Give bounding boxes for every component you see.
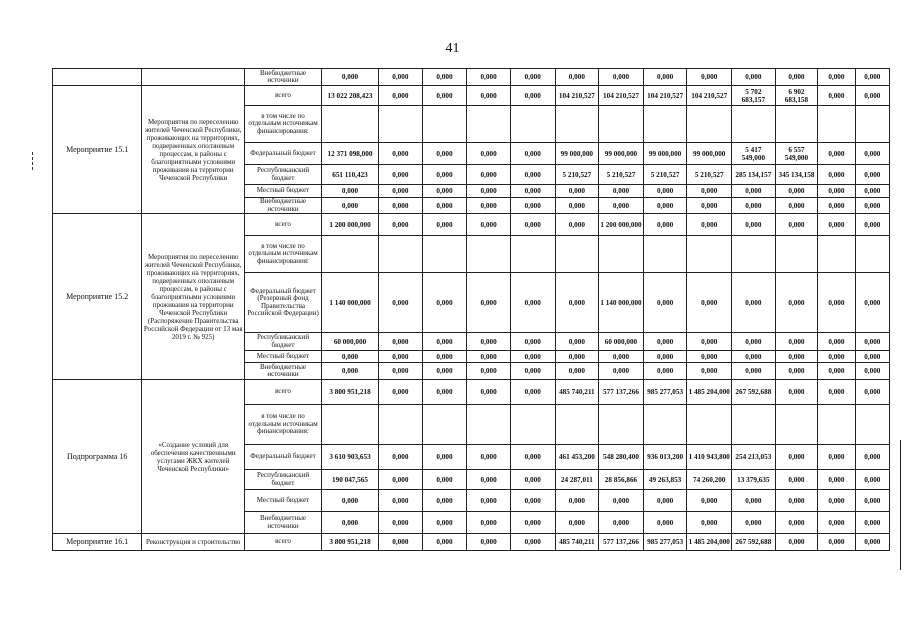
empty-cell	[422, 106, 467, 143]
empty-cell	[818, 236, 855, 273]
value-cell: 0,000	[775, 198, 818, 214]
value-cell: 0,000	[732, 198, 776, 214]
value-cell: 49 263,853	[643, 470, 687, 490]
value-cell: 0,000	[855, 69, 889, 86]
value-cell: 0,000	[422, 333, 467, 351]
value-cell: 0,000	[510, 165, 555, 185]
source-label: Местный бюджет	[245, 185, 322, 198]
event-description: «Создание условий для обеспечения качественными услугами ЖКХ жителей Чеченской Республики»	[142, 380, 245, 534]
empty-cell	[687, 405, 732, 445]
value-cell: 0,000	[599, 512, 644, 534]
value-cell: 0,000	[775, 363, 818, 380]
value-cell: 0,000	[555, 69, 599, 86]
value-cell: 0,000	[643, 512, 687, 534]
value-cell: 0,000	[775, 380, 818, 405]
value-cell: 0,000	[687, 185, 732, 198]
value-cell: 13 379,635	[732, 470, 776, 490]
value-cell: 5 702 683,157	[732, 86, 776, 106]
source-label: Местный бюджет	[245, 490, 322, 512]
value-cell: 0,000	[555, 512, 599, 534]
value-cell: 0,000	[818, 534, 855, 551]
value-cell: 0,000	[818, 273, 855, 333]
empty-cell	[775, 106, 818, 143]
value-cell: 0,000	[422, 198, 467, 214]
value-cell: 0,000	[818, 363, 855, 380]
value-cell: 0,000	[510, 490, 555, 512]
empty-cell	[855, 106, 889, 143]
financing-table	[52, 68, 890, 551]
value-cell: 0,000	[467, 214, 511, 236]
empty-cell	[732, 106, 776, 143]
value-cell: 1 200 000,000	[321, 214, 378, 236]
value-cell: 0,000	[855, 470, 889, 490]
value-cell: 0,000	[599, 198, 644, 214]
value-cell: 0,000	[818, 185, 855, 198]
value-cell: 0,000	[379, 534, 423, 551]
value-cell: 0,000	[643, 198, 687, 214]
source-label: Республиканский бюджет	[245, 470, 322, 490]
value-cell: 0,000	[643, 273, 687, 333]
value-cell: 0,000	[855, 273, 889, 333]
value-cell: 99 000,000	[687, 143, 732, 165]
value-cell: 0,000	[422, 273, 467, 333]
value-cell: 0,000	[555, 351, 599, 363]
value-cell: 345 134,158	[775, 165, 818, 185]
value-cell: 5 417 549,000	[732, 143, 776, 165]
value-cell: 99 000,000	[555, 143, 599, 165]
empty-cell	[53, 69, 142, 86]
value-cell: 0,000	[818, 143, 855, 165]
value-cell: 0,000	[818, 69, 855, 86]
value-cell: 0,000	[555, 273, 599, 333]
value-cell: 5 210,527	[643, 165, 687, 185]
empty-cell	[422, 236, 467, 273]
value-cell: 0,000	[775, 185, 818, 198]
value-cell: 0,000	[321, 69, 378, 86]
value-cell: 0,000	[379, 214, 423, 236]
source-label: всего	[245, 534, 322, 551]
value-cell: 0,000	[422, 380, 467, 405]
source-label: Республиканский бюджет	[245, 333, 322, 351]
value-cell: 285 134,157	[732, 165, 776, 185]
value-cell: 0,000	[467, 351, 511, 363]
value-cell: 0,000	[855, 185, 889, 198]
value-cell: 0,000	[422, 165, 467, 185]
empty-cell	[510, 106, 555, 143]
value-cell: 0,000	[855, 363, 889, 380]
value-cell: 0,000	[379, 363, 423, 380]
empty-cell	[687, 106, 732, 143]
value-cell: 0,000	[732, 333, 776, 351]
value-cell: 3 800 951,218	[321, 534, 378, 551]
value-cell: 0,000	[732, 351, 776, 363]
value-cell: 0,000	[687, 273, 732, 333]
table-row	[53, 380, 890, 405]
value-cell: 0,000	[379, 143, 423, 165]
value-cell: 0,000	[855, 445, 889, 470]
source-label: Федеральный бюджет	[245, 445, 322, 470]
source-label: всего	[245, 86, 322, 106]
margin-rule	[900, 440, 901, 570]
empty-cell	[379, 405, 423, 445]
value-cell: 0,000	[510, 273, 555, 333]
source-label: в том числе по отдельным источникам финансирования:	[245, 236, 322, 273]
value-cell: 1 485 204,000	[687, 380, 732, 405]
value-cell: 104 210,527	[555, 86, 599, 106]
value-cell: 0,000	[855, 534, 889, 551]
empty-cell	[643, 106, 687, 143]
empty-cell	[855, 236, 889, 273]
value-cell: 485 740,211	[555, 380, 599, 405]
value-cell: 0,000	[321, 351, 378, 363]
value-cell: 0,000	[818, 445, 855, 470]
value-cell: 0,000	[422, 69, 467, 86]
value-cell: 0,000	[379, 185, 423, 198]
source-label: в том числе по отдельным источникам финансирования:	[245, 405, 322, 445]
empty-cell	[321, 405, 378, 445]
value-cell: 548 280,400	[599, 445, 644, 470]
event-description: Мероприятия по переселению жителей Чеченской Республики, проживающих на территориях, подверженных оползневым процессам, в районы с благоприятными условиями проживания на территории Чеченской Республики (Распоряжение Правительства Российской Федерации от 13 мая 2019 г. № 925)	[142, 214, 245, 380]
empty-cell	[775, 405, 818, 445]
value-cell: 0,000	[775, 490, 818, 512]
value-cell: 0,000	[510, 333, 555, 351]
value-cell: 0,000	[422, 470, 467, 490]
value-cell: 0,000	[422, 363, 467, 380]
value-cell: 0,000	[818, 490, 855, 512]
empty-cell	[555, 236, 599, 273]
value-cell: 0,000	[510, 351, 555, 363]
value-cell: 24 287,011	[555, 470, 599, 490]
value-cell: 0,000	[510, 512, 555, 534]
value-cell: 60 000,000	[599, 333, 644, 351]
source-label: в том числе по отдельным источникам финансирования:	[245, 106, 322, 143]
value-cell: 0,000	[599, 490, 644, 512]
value-cell: 5 210,527	[555, 165, 599, 185]
value-cell: 485 740,211	[555, 534, 599, 551]
empty-cell	[467, 405, 511, 445]
value-cell: 0,000	[818, 86, 855, 106]
value-cell: 0,000	[643, 333, 687, 351]
value-cell: 0,000	[855, 198, 889, 214]
value-cell: 0,000	[855, 333, 889, 351]
value-cell: 0,000	[555, 363, 599, 380]
value-cell: 0,000	[422, 351, 467, 363]
value-cell: 0,000	[379, 445, 423, 470]
value-cell: 13 022 208,423	[321, 86, 378, 106]
value-cell: 28 856,866	[599, 470, 644, 490]
value-cell: 0,000	[599, 69, 644, 86]
value-cell: 0,000	[467, 512, 511, 534]
value-cell: 190 047,565	[321, 470, 378, 490]
empty-cell	[510, 405, 555, 445]
value-cell: 0,000	[467, 69, 511, 86]
empty-cell	[818, 106, 855, 143]
value-cell: 0,000	[732, 273, 776, 333]
value-cell: 104 210,527	[643, 86, 687, 106]
value-cell: 0,000	[732, 185, 776, 198]
value-cell: 1 410 943,800	[687, 445, 732, 470]
value-cell: 6 557 549,000	[775, 143, 818, 165]
value-cell: 0,000	[467, 490, 511, 512]
value-cell: 254 213,053	[732, 445, 776, 470]
value-cell: 0,000	[855, 512, 889, 534]
empty-cell	[732, 236, 776, 273]
value-cell: 0,000	[818, 512, 855, 534]
value-cell: 0,000	[555, 185, 599, 198]
value-cell: 0,000	[321, 512, 378, 534]
value-cell: 0,000	[732, 512, 776, 534]
value-cell: 0,000	[643, 363, 687, 380]
value-cell: 0,000	[818, 198, 855, 214]
value-cell: 0,000	[510, 143, 555, 165]
value-cell: 0,000	[321, 490, 378, 512]
value-cell: 0,000	[467, 86, 511, 106]
value-cell: 99 000,000	[643, 143, 687, 165]
empty-cell	[599, 106, 644, 143]
value-cell: 0,000	[775, 512, 818, 534]
empty-cell	[855, 405, 889, 445]
table-row	[53, 214, 890, 236]
value-cell: 0,000	[855, 214, 889, 236]
page-number: 41	[445, 41, 460, 56]
value-cell: 0,000	[379, 351, 423, 363]
table-row	[53, 534, 890, 551]
value-cell: 0,000	[732, 214, 776, 236]
value-cell: 1 485 204,000	[687, 534, 732, 551]
value-cell: 0,000	[643, 214, 687, 236]
value-cell: 0,000	[818, 351, 855, 363]
value-cell: 0,000	[379, 273, 423, 333]
value-cell: 0,000	[467, 363, 511, 380]
value-cell: 985 277,053	[643, 380, 687, 405]
empty-cell	[687, 236, 732, 273]
value-cell: 0,000	[422, 86, 467, 106]
value-cell: 0,000	[422, 143, 467, 165]
event-label: Мероприятие 15.2	[53, 214, 142, 380]
value-cell: 0,000	[510, 198, 555, 214]
value-cell: 0,000	[379, 470, 423, 490]
value-cell: 0,000	[818, 214, 855, 236]
value-cell: 651 110,423	[321, 165, 378, 185]
value-cell: 6 902 683,158	[775, 86, 818, 106]
value-cell: 74 260,200	[687, 470, 732, 490]
table-row	[53, 86, 890, 106]
value-cell: 0,000	[379, 380, 423, 405]
source-label: Внебюджетные источники	[245, 363, 322, 380]
value-cell: 0,000	[321, 185, 378, 198]
value-cell: 0,000	[775, 214, 818, 236]
value-cell: 0,000	[422, 445, 467, 470]
value-cell: 0,000	[855, 351, 889, 363]
source-label: Внебюджетные источники	[245, 69, 322, 86]
value-cell: 0,000	[599, 185, 644, 198]
value-cell: 0,000	[379, 86, 423, 106]
event-label: Подпрограмма 16	[53, 380, 142, 534]
value-cell: 0,000	[467, 273, 511, 333]
value-cell: 461 453,200	[555, 445, 599, 470]
value-cell: 0,000	[379, 165, 423, 185]
value-cell: 577 137,266	[599, 534, 644, 551]
value-cell: 0,000	[643, 185, 687, 198]
value-cell: 5 210,527	[687, 165, 732, 185]
value-cell: 0,000	[422, 490, 467, 512]
event-description: Мероприятия по переселению жителей Чеченской Республики, проживающих на территориях, подверженных оползневым процессам, в районы с благоприятными условиями проживания на территории Чеченской Республики	[142, 86, 245, 214]
value-cell: 0,000	[818, 380, 855, 405]
value-cell: 936 013,200	[643, 445, 687, 470]
value-cell: 0,000	[687, 69, 732, 86]
value-cell: 0,000	[510, 534, 555, 551]
value-cell: 0,000	[510, 86, 555, 106]
value-cell: 0,000	[510, 185, 555, 198]
value-cell: 0,000	[732, 490, 776, 512]
value-cell: 1 200 000,000	[599, 214, 644, 236]
value-cell: 0,000	[379, 490, 423, 512]
value-cell: 0,000	[555, 214, 599, 236]
value-cell: 104 210,527	[599, 86, 644, 106]
value-cell: 5 210,527	[599, 165, 644, 185]
value-cell: 0,000	[321, 363, 378, 380]
value-cell: 3 610 903,653	[321, 445, 378, 470]
value-cell: 0,000	[732, 69, 776, 86]
empty-cell	[732, 405, 776, 445]
source-label: Внебюджетные источники	[245, 512, 322, 534]
value-cell: 0,000	[855, 143, 889, 165]
event-label: Мероприятие 15.1	[53, 86, 142, 214]
empty-cell	[467, 106, 511, 143]
value-cell: 0,000	[775, 351, 818, 363]
value-cell: 1 140 000,000	[321, 273, 378, 333]
value-cell: 0,000	[467, 333, 511, 351]
empty-cell	[510, 236, 555, 273]
empty-cell	[321, 106, 378, 143]
empty-cell	[142, 69, 245, 86]
empty-cell	[643, 405, 687, 445]
source-label: Федеральный бюджет	[245, 143, 322, 165]
value-cell: 0,000	[555, 198, 599, 214]
value-cell: 0,000	[599, 363, 644, 380]
value-cell: 0,000	[599, 351, 644, 363]
empty-cell	[555, 405, 599, 445]
value-cell: 0,000	[379, 198, 423, 214]
value-cell: 0,000	[687, 351, 732, 363]
value-cell: 3 800 951,218	[321, 380, 378, 405]
value-cell: 60 000,000	[321, 333, 378, 351]
empty-cell	[599, 405, 644, 445]
value-cell: 0,000	[467, 165, 511, 185]
value-cell: 0,000	[467, 534, 511, 551]
value-cell: 99 000,000	[599, 143, 644, 165]
value-cell: 0,000	[643, 351, 687, 363]
value-cell: 0,000	[422, 214, 467, 236]
value-cell: 0,000	[775, 69, 818, 86]
value-cell: 0,000	[321, 198, 378, 214]
value-cell: 0,000	[510, 470, 555, 490]
value-cell: 0,000	[467, 380, 511, 405]
value-cell: 0,000	[818, 165, 855, 185]
value-cell: 0,000	[687, 490, 732, 512]
value-cell: 0,000	[467, 470, 511, 490]
value-cell: 0,000	[775, 445, 818, 470]
value-cell: 12 371 098,000	[321, 143, 378, 165]
value-cell: 0,000	[510, 214, 555, 236]
source-label: Республиканский бюджет	[245, 165, 322, 185]
source-label: Внебюджетные источники	[245, 198, 322, 214]
value-cell: 0,000	[687, 333, 732, 351]
empty-cell	[422, 405, 467, 445]
empty-cell	[467, 236, 511, 273]
empty-cell	[818, 405, 855, 445]
value-cell: 0,000	[855, 86, 889, 106]
value-cell: 0,000	[775, 534, 818, 551]
event-label: Мероприятие 16.1	[53, 534, 142, 551]
source-label: Местный бюджет	[245, 351, 322, 363]
table-row	[53, 69, 890, 86]
value-cell: 0,000	[818, 333, 855, 351]
empty-cell	[775, 236, 818, 273]
value-cell: 0,000	[467, 445, 511, 470]
empty-cell	[555, 106, 599, 143]
empty-cell	[643, 236, 687, 273]
empty-cell	[379, 106, 423, 143]
value-cell: 0,000	[510, 380, 555, 405]
value-cell: 0,000	[687, 363, 732, 380]
source-label: всего	[245, 214, 322, 236]
source-label: Федеральный бюджет (Резервный фонд Правительства Российской Федерации)	[245, 273, 322, 333]
value-cell: 0,000	[687, 214, 732, 236]
value-cell: 0,000	[687, 198, 732, 214]
value-cell: 0,000	[555, 490, 599, 512]
margin-dash-marks	[32, 150, 36, 172]
value-cell: 0,000	[818, 470, 855, 490]
value-cell: 0,000	[379, 69, 423, 86]
value-cell: 0,000	[422, 185, 467, 198]
value-cell: 0,000	[510, 69, 555, 86]
value-cell: 0,000	[643, 490, 687, 512]
source-label: всего	[245, 380, 322, 405]
value-cell: 0,000	[732, 363, 776, 380]
value-cell: 0,000	[643, 69, 687, 86]
value-cell: 0,000	[775, 333, 818, 351]
value-cell: 0,000	[775, 470, 818, 490]
value-cell: 0,000	[855, 165, 889, 185]
value-cell: 0,000	[775, 273, 818, 333]
value-cell: 1 140 000,000	[599, 273, 644, 333]
value-cell: 267 592,688	[732, 534, 776, 551]
empty-cell	[321, 236, 378, 273]
value-cell: 0,000	[467, 198, 511, 214]
value-cell: 0,000	[510, 445, 555, 470]
empty-cell	[379, 236, 423, 273]
value-cell: 0,000	[555, 333, 599, 351]
value-cell: 0,000	[422, 512, 467, 534]
empty-cell	[599, 236, 644, 273]
value-cell: 267 592,688	[732, 380, 776, 405]
value-cell: 577 137,266	[599, 380, 644, 405]
event-description: Реконструкция и строительство	[142, 534, 245, 551]
value-cell: 985 277,053	[643, 534, 687, 551]
value-cell: 0,000	[467, 185, 511, 198]
value-cell: 104 210,527	[687, 86, 732, 106]
value-cell: 0,000	[687, 512, 732, 534]
value-cell: 0,000	[379, 512, 423, 534]
value-cell: 0,000	[422, 534, 467, 551]
value-cell: 0,000	[467, 143, 511, 165]
value-cell: 0,000	[510, 363, 555, 380]
value-cell: 0,000	[379, 333, 423, 351]
value-cell: 0,000	[855, 490, 889, 512]
value-cell: 0,000	[855, 380, 889, 405]
